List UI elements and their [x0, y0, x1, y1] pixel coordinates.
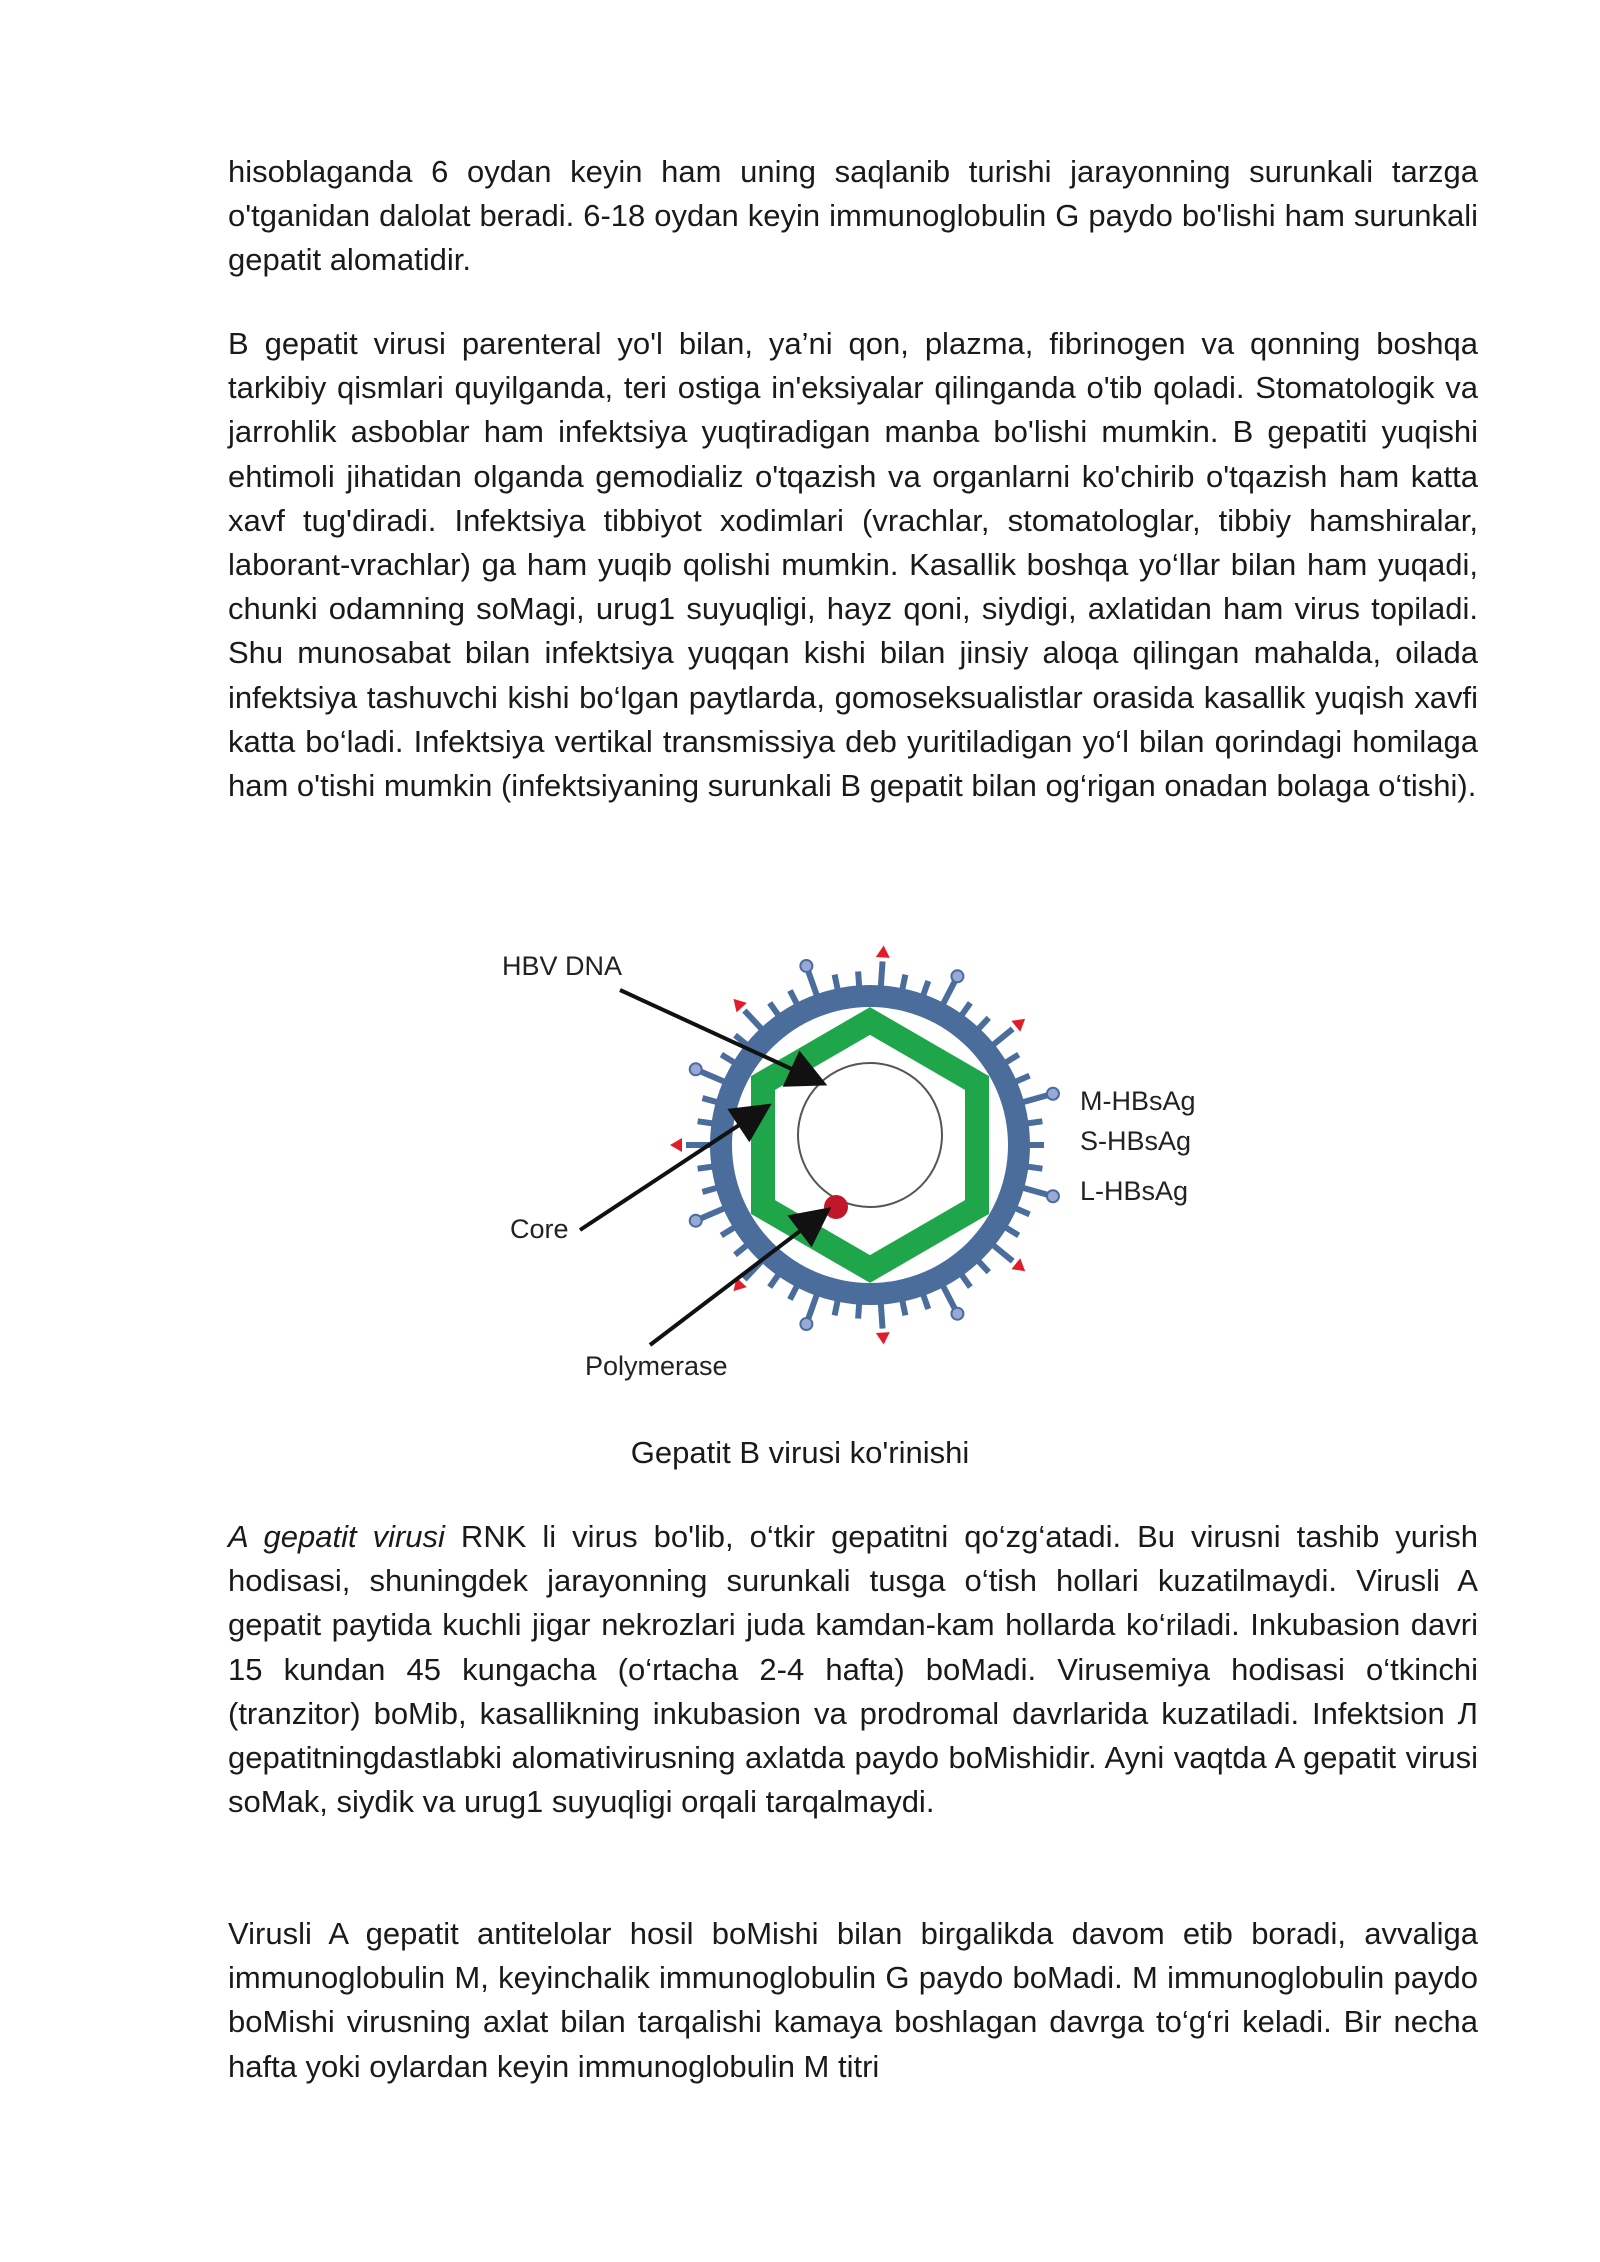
surface-protein-spike — [993, 1029, 1013, 1045]
surface-protein-spike — [858, 1303, 859, 1319]
paragraph-1: hisoblaganda 6 oydan keyin ham uning saqlanib turishi jarayonning surunkali tarzga o'tganidan dalolat beradi. 6-18 oydan keyin immunoglobulin G paydo bo'lishi ham surunkali gepatit alomatidir. — [228, 154, 1478, 278]
surface-protein-spike — [721, 1055, 735, 1063]
m-hbsag-protein — [690, 1215, 702, 1227]
surface-protein-spike — [790, 1285, 797, 1299]
l-hbsag-protein — [670, 1138, 682, 1152]
surface-protein-spike — [1027, 1167, 1043, 1169]
surface-protein-spike — [881, 1303, 883, 1329]
surface-protein-spike — [1022, 1095, 1047, 1102]
surface-protein-spike — [1022, 1188, 1047, 1195]
label-hbv-dna: HBV DNA — [502, 951, 623, 981]
surface-protein-spike — [978, 1018, 989, 1030]
m-hbsag-protein — [800, 1318, 812, 1330]
surface-protein-spike — [808, 1294, 817, 1318]
surface-protein-spike — [943, 1285, 955, 1308]
paragraph-3 — [228, 1515, 1478, 1824]
surface-protein-spike — [943, 982, 955, 1005]
surface-protein-spike — [701, 1072, 725, 1082]
surface-protein-spike — [902, 975, 905, 991]
surface-protein-spike — [993, 1245, 1013, 1261]
label-l-hbsag: L-HBsAg — [1080, 1176, 1189, 1206]
surface-protein-spike — [735, 1245, 747, 1255]
surface-protein-spike — [978, 1260, 989, 1272]
surface-protein-spike — [1015, 1076, 1030, 1082]
m-hbsag-protein — [690, 1063, 702, 1075]
l-hbsag-protein — [876, 1332, 890, 1344]
surface-protein-spike — [835, 1300, 838, 1316]
l-hbsag-protein — [876, 945, 890, 957]
surface-protein-spike — [1005, 1055, 1019, 1063]
surface-protein-spike — [858, 971, 859, 987]
m-hbsag-protein — [1047, 1088, 1059, 1100]
surface-protein-spike — [698, 1121, 714, 1123]
m-hbsag-protein — [800, 960, 812, 972]
surface-protein-spike — [744, 1011, 762, 1030]
surface-protein-spike — [721, 1227, 735, 1235]
surface-protein-spike — [701, 1208, 725, 1218]
surface-protein-spike — [790, 991, 797, 1005]
surface-protein-spike — [923, 981, 928, 996]
label-polymerase: Polymerase — [585, 1351, 728, 1381]
label-m-hbsag: M-HBsAg — [1080, 1086, 1196, 1116]
polymerase-dot — [824, 1195, 848, 1219]
surface-protein-spike — [770, 1274, 779, 1287]
surface-protein-spike — [702, 1098, 717, 1102]
surface-protein-spike — [770, 1003, 779, 1016]
label-s-hbsag: S-HBsAg — [1080, 1126, 1192, 1156]
surface-protein-spike — [1015, 1208, 1030, 1214]
paragraph-2: B gepatit virusi parenteral yo'l bilan, ya’ni qon, plazma, fibrinogen va qonning boshqa tarkibiy qismlari quyilganda, teri ostiga in'eksiyalar qilinganda o'tib qoladi. Stomatologik va jarrohlik asboblar ham infektsiya yuqtiradigan manba bo'lishi mumkin. B gepatiti yuqishi ehtimoli jihatidan olganda gemodializ o'tqazish va organlarni ko'chirib o'tqazish ham katta xavf tug'diradi. Infektsiya tibbiyot xodimlari (vrachlar, stomatologlar, tibbiy hamshiralar, laborant-vrachlar) ga ham yuqib qolishi mumkin. Kasallik boshqa yo‘llar bilan ham yuqadi, chunki odamning soMagi, urug1 suyuqligi, hayz qoni, siydigi, axlatidan ham virus topiladi. Shu munosabat bilan infektsiya yuqqan kishi bilan jinsiy aloqa qilingan mahalda, oilada infektsiya tashuvchi kishi bo‘lgan paytlarda, gomoseksualistlar orasida kasallik yuqish xavfi katta bo‘ladi. Infektsiya vertikal transmissiya deb yuritiladigan yo‘l bilan qorindagi homilaga ham o'tishi mumkin (infektsiyaning surunkali B gepatit bilan og‘rigan onadan bolaga o‘tishi). — [228, 326, 1478, 804]
surface-protein-spike — [698, 1167, 714, 1169]
surface-protein-spike — [808, 972, 817, 996]
hbv-virus-diagram — [490, 930, 1250, 1400]
paragraph-3-text: RNK li virus bo'lib, o‘tkir gepatitni qo‘zg‘atadi. Bu virusni tashib yurish hodisasi, shuningdek jarayonning surunkali tusga o‘tish hollari kuzatilmaydi. Virusli A gepatit paytida kuchli jigar nekrozlari juda kamdan-kam hollarda ko‘riladi. Inkubasion davri 15 kundan 45 kungacha (o‘rtacha 2-4 hafta) boMadi. Virusemiya hodisasi o‘tkinchi (tranzitor) boMib, kasallikning inkubasion va prodromal davrlarida kuzatiladi. Infektsion Л gepatitningdastlabki alomativirusning axlatda paydo boMishidir. Ayni vaqtda A gepatit virusi soMak, siydik va urug1 suyuqligi orqali tarqalmaydi. — [228, 1519, 1478, 1820]
surface-protein-spike — [961, 1274, 970, 1287]
surface-protein-spike — [702, 1188, 717, 1192]
surface-protein-spike — [835, 975, 838, 991]
surface-protein-spike — [1005, 1227, 1019, 1235]
surface-protein-spike — [1027, 1121, 1043, 1123]
surface-protein-spike — [923, 1294, 928, 1309]
surface-protein-spike — [961, 1003, 970, 1016]
figure-caption: Gepatit B virusi ko'rinishi — [630, 1435, 970, 1470]
m-hbsag-protein — [951, 970, 963, 982]
paragraph-4: Virusli A gepatit antitelolar hosil boMishi bilan birgalikda davom etib boradi, avvaliga immunoglobulin M, keyinchalik immunoglobulin G paydo boMadi. M immunoglobulin paydo boMishi virusning axlat bilan tarqalishi kamaya boshlagan davrga to‘g‘ri keladi. Bir necha hafta yoki oylardan keyin immunoglobulin M titri — [228, 1916, 1478, 2084]
m-hbsag-protein — [1047, 1190, 1059, 1202]
surface-protein-spike — [881, 961, 883, 987]
label-core: Core — [510, 1214, 569, 1244]
surface-protein-spike — [902, 1300, 905, 1316]
m-hbsag-protein — [951, 1308, 963, 1320]
paragraph-3-italic-term: A gepatit virusi — [228, 1519, 445, 1554]
